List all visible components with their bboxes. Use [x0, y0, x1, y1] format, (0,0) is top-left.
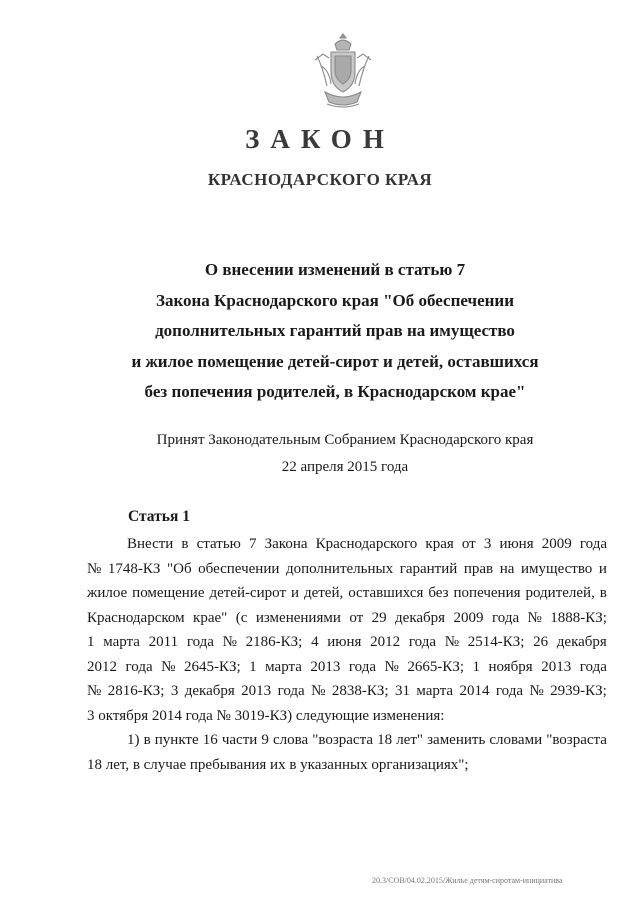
word: 2816-КЗ; — [107, 683, 165, 699]
word: 1748-КЗ — [107, 560, 161, 577]
text-line — [87, 557, 607, 582]
word: словами — [489, 732, 543, 748]
word: года — [277, 683, 305, 699]
word: № — [311, 683, 326, 699]
word: декабря — [395, 609, 446, 626]
law-title: ЗАКОН — [245, 124, 395, 154]
word: № — [529, 683, 544, 699]
word: края — [425, 536, 454, 552]
word: № — [222, 634, 237, 650]
word: 3 — [170, 683, 179, 699]
word: 2009 — [541, 536, 572, 552]
word: (с — [235, 609, 248, 626]
word: 7 — [249, 536, 257, 552]
word: марта — [265, 658, 302, 675]
word: и — [290, 585, 299, 601]
word: 2186-КЗ; — [245, 634, 303, 650]
article-title: Статья 1 — [128, 508, 190, 525]
text-line — [87, 704, 607, 729]
word: Краснодарского — [315, 536, 418, 552]
word: 2012 — [87, 658, 117, 675]
word: ноября — [488, 658, 533, 675]
text-line — [87, 630, 607, 655]
word: июня — [327, 634, 362, 650]
word: 2013 — [541, 658, 572, 675]
word: декабря — [184, 683, 235, 699]
word: крае" — [193, 609, 228, 626]
text-line — [87, 581, 607, 606]
word: детей, — [303, 585, 344, 601]
word: от — [349, 609, 364, 626]
word: 18 — [377, 732, 393, 748]
word: № — [444, 634, 459, 650]
word: обеспечении — [198, 560, 280, 577]
word: Внести — [127, 536, 174, 552]
word: изменениями — [255, 609, 341, 626]
heading-line: дополнительных гарантий прав на имущество — [155, 321, 515, 340]
word: "Об — [166, 560, 192, 577]
text-line — [87, 728, 607, 753]
word: помещение — [132, 585, 205, 601]
word: в — [599, 585, 607, 601]
word: гарантий — [399, 560, 458, 577]
word: Краснодарском — [87, 609, 185, 626]
word: детей-сирот — [209, 585, 287, 601]
heading-line: без попечения родителей, в Краснодарском крае" — [144, 382, 526, 401]
word: 9 — [261, 732, 269, 748]
word: от — [461, 536, 476, 552]
footer-file-code: 20.3/СОВ/04.02.2015/Жилье детям-сиротам-инициатива — [372, 876, 563, 885]
word: 3 октября 2014 года № 3019-КЗ) следующие изменения: — [87, 707, 445, 724]
word: в — [181, 536, 189, 552]
article-body — [87, 532, 607, 777]
word: лет" — [396, 732, 424, 748]
word: 2013 — [241, 683, 272, 699]
word: части — [221, 732, 258, 748]
word: года — [348, 658, 377, 675]
word: года — [408, 634, 436, 650]
word: на — [499, 560, 515, 577]
word: года — [125, 658, 153, 675]
word: "возраста — [546, 732, 607, 748]
word: 2009 — [453, 609, 484, 626]
word: попечения — [453, 585, 521, 601]
word: марта — [416, 683, 454, 699]
word: № — [87, 683, 102, 699]
word: жилое — [87, 585, 128, 601]
word: 1 — [87, 634, 95, 650]
heading-line: и жилое помещение детей-сирот и детей, оставшихся — [131, 351, 539, 371]
word: и — [598, 560, 607, 577]
word: 2011 — [148, 634, 179, 650]
word: 1 — [249, 658, 257, 675]
word: года — [491, 609, 520, 626]
word: марта — [103, 634, 140, 650]
heading-line: О внесении изменений в статью 7 — [204, 260, 466, 279]
heading-line: Закона Краснодарского края "Об обеспечении — [155, 290, 515, 310]
word: имущество — [521, 560, 593, 577]
text-line — [87, 606, 607, 631]
word: года — [495, 683, 524, 699]
word: 16 — [202, 732, 218, 748]
word: 1) — [127, 732, 140, 748]
adopted-by: Принят Законодательным Собранием Краснодарского края — [156, 432, 534, 448]
word: декабря — [556, 634, 607, 650]
word: № — [527, 609, 542, 626]
word: 26 — [533, 634, 549, 650]
word: № — [161, 658, 176, 675]
word: 2012 — [370, 634, 401, 650]
region-name: КРАСНОДАРСКОГО КРАЯ — [207, 170, 433, 189]
word: 1 — [472, 658, 481, 675]
word: заменить — [427, 732, 486, 748]
text-line — [87, 679, 607, 704]
text-line — [87, 655, 607, 680]
word: Закона — [264, 536, 308, 552]
coat-of-arms-icon — [311, 30, 375, 112]
word: 2014 — [459, 683, 490, 699]
word: "возраста — [312, 732, 373, 748]
word: 2514-КЗ; — [467, 634, 525, 650]
adoption-note — [0, 427, 640, 481]
word: 1888-КЗ; — [550, 609, 607, 626]
word: родителей, — [525, 585, 595, 601]
word: пункте — [154, 732, 199, 748]
word: 2939-КЗ; — [550, 683, 607, 699]
word: слова — [272, 732, 309, 748]
word: 18 лет, в случае пребывания их в указанных организациях"; — [87, 756, 469, 773]
word: июня — [499, 536, 534, 552]
adopted-date: 22 апреля 2015 года — [281, 459, 409, 475]
word: в — [143, 732, 151, 748]
word: 2838-КЗ; — [331, 683, 389, 699]
word: 2645-КЗ; — [183, 658, 241, 675]
word: 2013 — [310, 658, 341, 675]
word: года — [579, 658, 607, 675]
law-heading — [0, 255, 640, 408]
word: 3 — [483, 536, 492, 552]
word: без — [428, 585, 449, 601]
word: 29 — [371, 609, 387, 626]
word: года — [579, 536, 607, 552]
word: 2665-КЗ; — [407, 658, 465, 675]
word: 4 — [311, 634, 319, 650]
text-line — [87, 532, 607, 557]
word: статью — [196, 536, 241, 552]
word: года — [186, 634, 214, 650]
word: оставшихся — [348, 585, 424, 601]
word: № — [384, 658, 399, 675]
word: дополнительных — [285, 560, 394, 577]
text-line — [87, 753, 607, 778]
word: прав — [463, 560, 494, 577]
word: № — [87, 560, 102, 577]
word: 31 — [394, 683, 410, 699]
